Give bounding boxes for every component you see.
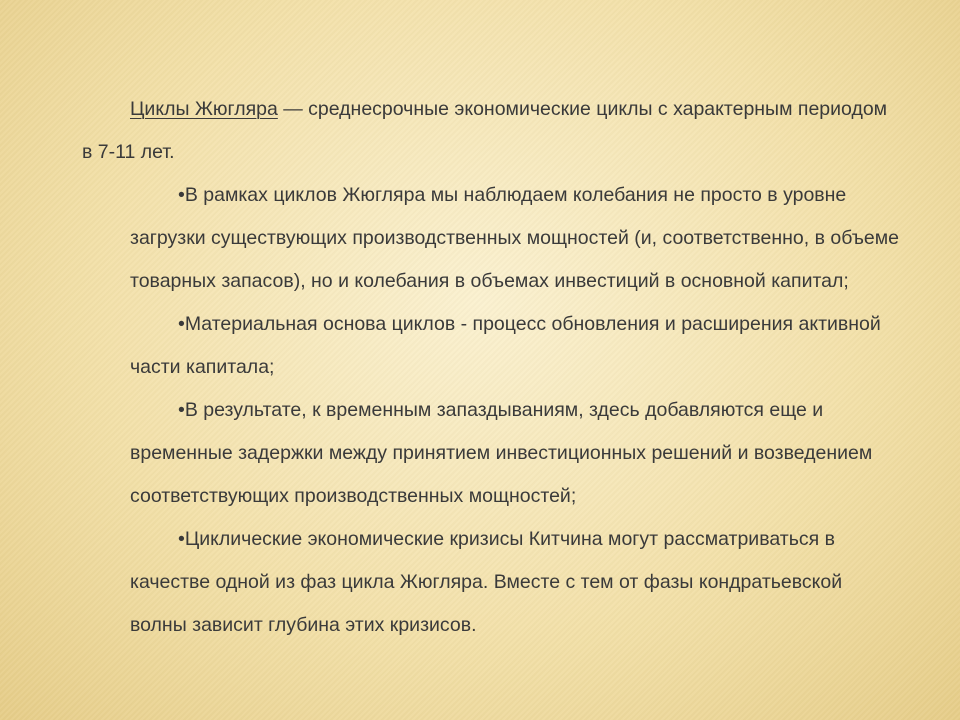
definition-paragraph <box>82 88 902 174</box>
definition-text: — среднесрочные экономические циклы с характерным периодом в 7-11 лет. <box>82 98 888 163</box>
bullet-item: •Циклические экономические кризисы Китчина могут рассматриваться в качестве одной из фаз цикла Жюгляра. Вместе с тем от фазы кондратьевской волны зависит глубина этих кризисов. <box>130 528 843 636</box>
bullet-item: •В рамках циклов Жюгляра мы наблюдаем колебания не просто в уровне загрузки существующих производственных мощностей (и, соответственно, в объеме товарных запасов), но и колебания в объемах инвестиций в основной капитал; <box>130 184 899 292</box>
slide-content <box>82 88 902 647</box>
bullet-item: •В результате, к временным запаздываниям, здесь добавляются еще и временные задержки между принятием инвестиционных решений и возведением соответствующих производственных мощностей; <box>130 399 873 507</box>
bullet-item: •Материальная основа циклов - процесс обновления и расширения активной части капитала; <box>130 313 881 378</box>
bullet-list <box>82 174 902 647</box>
definition-term: Циклы Жюгляра <box>130 98 278 120</box>
